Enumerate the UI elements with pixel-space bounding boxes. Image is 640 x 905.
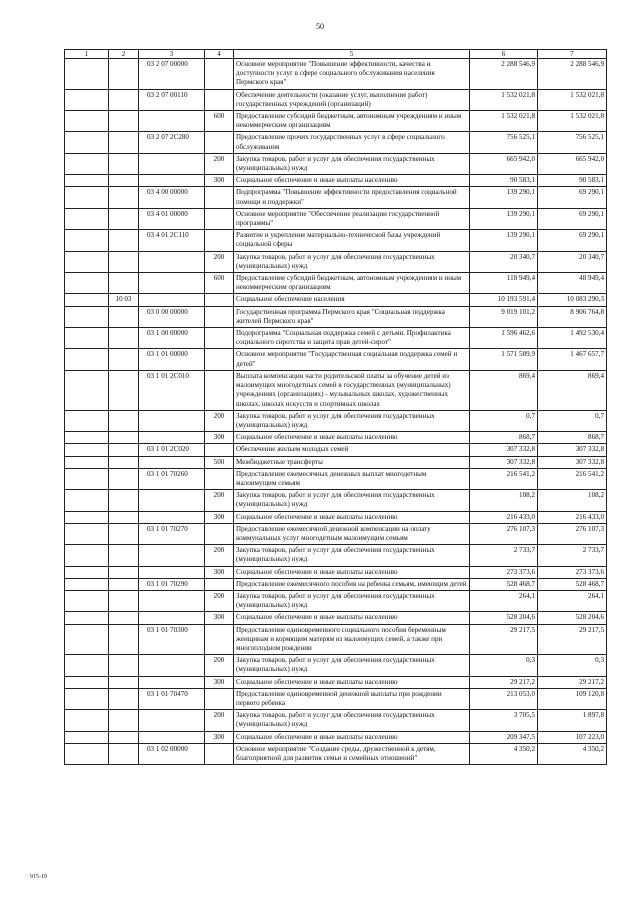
amount-year-2-cell: 216 433,0 (538, 511, 607, 523)
amount-year-1-cell: 1 532 021,8 (470, 89, 538, 110)
section-cell (65, 273, 109, 294)
amount-year-1-cell: 307 332,8 (470, 444, 538, 456)
section-cell (65, 230, 109, 251)
table-row (65, 511, 607, 523)
amount-year-1-cell: 139 290,1 (470, 187, 538, 208)
description-cell: Социальное обеспечение и иные выплаты населению (234, 432, 470, 444)
expense-type-cell: 300 (205, 511, 234, 523)
table-row (65, 578, 607, 590)
description-cell: Социальное обеспечение и иные выплаты населению (234, 175, 470, 187)
amount-year-1-cell: 273 373,6 (470, 566, 538, 578)
expense-type-cell (205, 444, 234, 456)
subsection-cell (109, 349, 139, 370)
expense-type-cell (205, 578, 234, 590)
table-row (65, 490, 607, 511)
subsection-cell (109, 578, 139, 590)
description-cell: Предоставление субсидий бюджетным, автономным учреждениям и иным некоммерческим организациям (234, 273, 470, 294)
amount-year-1-cell: 209 347,5 (470, 731, 538, 743)
column-number-row (65, 50, 607, 59)
expense-type-cell: 300 (205, 175, 234, 187)
table-row (65, 273, 607, 294)
section-cell (65, 468, 109, 489)
description-cell: Основное мероприятие "Создание среды, дружественной к детям, благоприятной для развития семьи и семейных отношений" (234, 743, 470, 764)
table-row (65, 306, 607, 327)
section-cell (65, 578, 109, 590)
subsection-cell (109, 328, 139, 349)
expense-type-cell: 200 (205, 410, 234, 431)
table-row (65, 59, 607, 90)
amount-year-2-cell: 8 906 764,8 (538, 306, 607, 327)
target-article-cell (139, 566, 205, 578)
section-cell (65, 153, 109, 174)
subsection-cell (109, 743, 139, 764)
description-cell: Социальное обеспечение населения (234, 294, 470, 306)
amount-year-1-cell: 1 571 589,9 (470, 349, 538, 370)
target-article-cell (139, 294, 205, 306)
subsection-cell (109, 410, 139, 431)
subsection-cell (109, 444, 139, 456)
description-cell: Развитие и укрепление материально-технической базы учреждений социальной сферы (234, 230, 470, 251)
amount-year-2-cell: 276 107,3 (538, 523, 607, 544)
amount-year-1-cell: 213 053,0 (470, 688, 538, 709)
expense-type-cell: 600 (205, 273, 234, 294)
amount-year-2-cell: 90 583,1 (538, 175, 607, 187)
amount-year-1-cell: 108,2 (470, 490, 538, 511)
description-cell: Социальное обеспечение и иные выплаты населению (234, 511, 470, 523)
description-cell: Обеспечение жильем молодых семей (234, 444, 470, 456)
amount-year-2-cell: 69 290,1 (538, 208, 607, 229)
description-cell: Основное мероприятие "Государственная социальная поддержка семей и детей" (234, 349, 470, 370)
column-number: 6 (470, 50, 538, 59)
target-article-cell (139, 410, 205, 431)
amount-year-2-cell: 528 468,7 (538, 578, 607, 590)
column-number: 3 (139, 50, 205, 59)
section-cell (65, 132, 109, 153)
target-article-cell (139, 590, 205, 611)
expense-type-cell: 300 (205, 676, 234, 688)
amount-year-1-cell: 2 733,7 (470, 545, 538, 566)
budget-table (64, 49, 607, 765)
amount-year-2-cell: 69 290,1 (538, 230, 607, 251)
section-cell (65, 523, 109, 544)
amount-year-2-cell: 264,1 (538, 590, 607, 611)
expense-type-cell: 200 (205, 545, 234, 566)
subsection-cell (109, 132, 139, 153)
table-row (65, 566, 607, 578)
subsection-cell (109, 89, 139, 110)
expense-type-cell (205, 349, 234, 370)
table-row (65, 89, 607, 110)
section-cell (65, 731, 109, 743)
description-cell: Предоставление ежемесячных денежных выплат многодетным малоимущим семьям (234, 468, 470, 489)
expense-type-cell (205, 688, 234, 709)
target-article-cell (139, 490, 205, 511)
description-cell: Предоставление единовременного социального пособия беременным женщинам и кормящим матерям из малоимущих семей, а также при многоплодном рождении (234, 624, 470, 655)
target-article-cell (139, 175, 205, 187)
column-number: 1 (65, 50, 109, 59)
amount-year-2-cell: 69 290,1 (538, 187, 607, 208)
amount-year-1-cell: 4 350,2 (470, 743, 538, 764)
table-row (65, 444, 607, 456)
amount-year-2-cell: 307 332,8 (538, 444, 607, 456)
section-cell (65, 710, 109, 731)
table-row (65, 175, 607, 187)
amount-year-2-cell: 108,2 (538, 490, 607, 511)
subsection-cell (109, 306, 139, 327)
target-article-cell: 03 0 00 00000 (139, 306, 205, 327)
amount-year-2-cell: 665 942,0 (538, 153, 607, 174)
expense-type-cell (205, 187, 234, 208)
amount-year-2-cell: 1 532 021,8 (538, 89, 607, 110)
expense-type-cell: 500 (205, 456, 234, 468)
expense-type-cell (205, 132, 234, 153)
amount-year-2-cell: 307 332,8 (538, 456, 607, 468)
table-row (65, 523, 607, 544)
amount-year-2-cell: 0,7 (538, 410, 607, 431)
table-row (65, 370, 607, 410)
target-article-cell (139, 432, 205, 444)
description-cell: Социальное обеспечение и иные выплаты населению (234, 612, 470, 624)
section-cell (65, 511, 109, 523)
section-cell (65, 251, 109, 272)
subsection-cell (109, 545, 139, 566)
description-cell: Предоставление прочих государственных услуг в сфере социального обслуживания (234, 132, 470, 153)
section-cell (65, 743, 109, 764)
table-row (65, 612, 607, 624)
section-cell (65, 294, 109, 306)
target-article-cell: 03 4 01 00000 (139, 208, 205, 229)
target-article-cell: 03 1 02 00000 (139, 743, 205, 764)
expense-type-cell: 200 (205, 251, 234, 272)
section-cell (65, 370, 109, 410)
subsection-cell (109, 153, 139, 174)
table-row (65, 676, 607, 688)
target-article-cell: 03 1 01 2С010 (139, 370, 205, 410)
column-number: 5 (234, 50, 470, 59)
amount-year-2-cell: 10 083 290,3 (538, 294, 607, 306)
amount-year-1-cell: 528 468,7 (470, 578, 538, 590)
description-cell: Закупка товаров, работ и услуг для обеспечения государственных (муниципальных) нужд (234, 153, 470, 174)
section-cell (65, 490, 109, 511)
table-row (65, 208, 607, 229)
table-row (65, 187, 607, 208)
subsection-cell (109, 612, 139, 624)
target-article-cell (139, 710, 205, 731)
page-number: 50 (316, 22, 324, 31)
target-article-cell: 03 2 07 2С280 (139, 132, 205, 153)
column-number: 2 (109, 50, 139, 59)
section-cell (65, 349, 109, 370)
expense-type-cell (205, 468, 234, 489)
amount-year-1-cell: 307 332,8 (470, 456, 538, 468)
amount-year-2-cell: 216 541,2 (538, 468, 607, 489)
section-cell (65, 545, 109, 566)
table-row (65, 743, 607, 764)
description-cell: Предоставление единовременной денежной выплаты при рождении первого ребенка (234, 688, 470, 709)
target-article-cell (139, 545, 205, 566)
subsection-cell (109, 251, 139, 272)
description-cell: Закупка товаров, работ и услуг для обеспечения государственных (муниципальных) нужд (234, 410, 470, 431)
amount-year-1-cell: 868,7 (470, 432, 538, 444)
amount-year-2-cell: 109 120,8 (538, 688, 607, 709)
amount-year-2-cell: 1 532 021,8 (538, 111, 607, 132)
expense-type-cell: 200 (205, 590, 234, 611)
column-number: 7 (538, 50, 607, 59)
description-cell: Основное мероприятие "Обеспечение реализации государственной программы" (234, 208, 470, 229)
amount-year-1-cell: 276 107,3 (470, 523, 538, 544)
subsection-cell (109, 511, 139, 523)
amount-year-2-cell: 528 204,6 (538, 612, 607, 624)
target-article-cell (139, 655, 205, 676)
table-row (65, 410, 607, 431)
subsection-cell (109, 655, 139, 676)
target-article-cell (139, 731, 205, 743)
target-article-cell: 03 1 01 00000 (139, 349, 205, 370)
subsection-cell (109, 111, 139, 132)
description-cell: Закупка товаров, работ и услуг для обеспечения государственных (муниципальных) нужд (234, 655, 470, 676)
amount-year-1-cell: 264,1 (470, 590, 538, 611)
table-row (65, 294, 607, 306)
description-cell: Предоставление ежемесячной денежной компенсации на оплату коммунальных услуг многодетным малоимущим семьям (234, 523, 470, 544)
section-cell (65, 456, 109, 468)
table-row (65, 688, 607, 709)
amount-year-1-cell: 139 290,1 (470, 230, 538, 251)
section-cell (65, 175, 109, 187)
amount-year-1-cell: 0,7 (470, 410, 538, 431)
expense-type-cell: 300 (205, 612, 234, 624)
target-article-cell: 03 1 00 00000 (139, 328, 205, 349)
target-article-cell (139, 273, 205, 294)
expense-type-cell: 300 (205, 432, 234, 444)
description-cell: Закупка товаров, работ и услуг для обеспечения государственных (муниципальных) нужд (234, 251, 470, 272)
subsection-cell (109, 523, 139, 544)
table-row (65, 432, 607, 444)
expense-type-cell: 300 (205, 566, 234, 578)
amount-year-1-cell: 9 019 101,2 (470, 306, 538, 327)
description-cell: Закупка товаров, работ и услуг для обеспечения государственных (муниципальных) нужд (234, 590, 470, 611)
description-cell: Государственная программа Пермского края "Социальная поддержка жителей Пермского края" (234, 306, 470, 327)
target-article-cell (139, 612, 205, 624)
description-cell: Закупка товаров, работ и услуг для обеспечения государственных (муниципальных) нужд (234, 545, 470, 566)
amount-year-1-cell: 528 204,6 (470, 612, 538, 624)
table-row (65, 111, 607, 132)
section-cell (65, 306, 109, 327)
target-article-cell: 03 1 01 70290 (139, 578, 205, 590)
table-row (65, 230, 607, 251)
table-row (65, 251, 607, 272)
amount-year-2-cell: 0,3 (538, 655, 607, 676)
table-row (65, 710, 607, 731)
subsection-cell (109, 566, 139, 578)
table-row (65, 731, 607, 743)
amount-year-1-cell: 1 596 462,6 (470, 328, 538, 349)
amount-year-1-cell: 29 217,5 (470, 624, 538, 655)
amount-year-1-cell: 0,3 (470, 655, 538, 676)
subsection-cell (109, 432, 139, 444)
subsection-cell (109, 273, 139, 294)
section-cell (65, 676, 109, 688)
amount-year-1-cell: 1 532 021,8 (470, 111, 538, 132)
amount-year-1-cell: 29 217,2 (470, 676, 538, 688)
footer-code: 915-19 (30, 874, 47, 880)
table-row (65, 328, 607, 349)
expense-type-cell: 200 (205, 490, 234, 511)
expense-type-cell (205, 328, 234, 349)
target-article-cell: 03 1 01 70270 (139, 523, 205, 544)
amount-year-1-cell: 3 705,5 (470, 710, 538, 731)
table-row (65, 468, 607, 489)
subsection-cell (109, 370, 139, 410)
expense-type-cell: 200 (205, 153, 234, 174)
amount-year-1-cell: 869,4 (470, 370, 538, 410)
section-cell (65, 655, 109, 676)
amount-year-1-cell: 216 433,0 (470, 511, 538, 523)
expense-type-cell (205, 89, 234, 110)
target-article-cell (139, 111, 205, 132)
subsection-cell (109, 624, 139, 655)
expense-type-cell: 300 (205, 731, 234, 743)
section-cell (65, 590, 109, 611)
amount-year-2-cell: 273 373,6 (538, 566, 607, 578)
target-article-cell: 03 1 01 70260 (139, 468, 205, 489)
description-cell: Межбюджетные трансферты (234, 456, 470, 468)
target-article-cell: 03 4 01 2С110 (139, 230, 205, 251)
expense-type-cell: 200 (205, 710, 234, 731)
description-cell: Основное мероприятие "Повышение эффективности, качества и доступности услуг в сфере социального обслуживания населения Пермского края" (234, 59, 470, 90)
description-cell: Подпрограмма "Социальная поддержка семей с детьми. Профилактика социального сиротства и защита прав детей-сирот" (234, 328, 470, 349)
amount-year-1-cell: 756 525,1 (470, 132, 538, 153)
expense-type-cell (205, 306, 234, 327)
amount-year-2-cell: 1 492 530,4 (538, 328, 607, 349)
subsection-cell (109, 490, 139, 511)
table-row (65, 132, 607, 153)
description-cell: Закупка товаров, работ и услуг для обеспечения государственных (муниципальных) нужд (234, 710, 470, 731)
expense-type-cell: 200 (205, 655, 234, 676)
target-article-cell: 03 1 01 70470 (139, 688, 205, 709)
section-cell (65, 566, 109, 578)
table-row (65, 456, 607, 468)
expense-type-cell (205, 230, 234, 251)
description-cell: Социальное обеспечение и иные выплаты населению (234, 731, 470, 743)
amount-year-2-cell: 29 217,2 (538, 676, 607, 688)
amount-year-2-cell: 4 350,2 (538, 743, 607, 764)
subsection-cell (109, 590, 139, 611)
description-cell: Обеспечение деятельности (оказание услуг, выполнение работ) государственных учреждений (организаций) (234, 89, 470, 110)
amount-year-1-cell: 665 942,0 (470, 153, 538, 174)
amount-year-1-cell: 2 288 546,9 (470, 59, 538, 90)
expense-type-cell (205, 743, 234, 764)
description-cell: Закупка товаров, работ и услуг для обеспечения государственных (муниципальных) нужд (234, 490, 470, 511)
target-article-cell: 03 1 01 2С020 (139, 444, 205, 456)
amount-year-2-cell: 2 733,7 (538, 545, 607, 566)
section-cell (65, 59, 109, 90)
description-cell: Предоставление субсидий бюджетным, автономным учреждениям и иным некоммерческим организациям (234, 111, 470, 132)
subsection-cell (109, 59, 139, 90)
description-cell: Социальное обеспечение и иные выплаты населению (234, 676, 470, 688)
table-row (65, 349, 607, 370)
amount-year-1-cell: 139 290,1 (470, 208, 538, 229)
target-article-cell (139, 511, 205, 523)
section-cell (65, 688, 109, 709)
expense-type-cell (205, 624, 234, 655)
expense-type-cell (205, 370, 234, 410)
description-cell: Предоставление ежемесячного пособия на ребенка семьям, имеющим детей (234, 578, 470, 590)
section-cell (65, 111, 109, 132)
section-cell (65, 410, 109, 431)
amount-year-2-cell: 48 949,4 (538, 273, 607, 294)
expense-type-cell (205, 294, 234, 306)
table-row (65, 655, 607, 676)
amount-year-2-cell: 756 525,1 (538, 132, 607, 153)
section-cell (65, 444, 109, 456)
expense-type-cell (205, 59, 234, 90)
subsection-cell (109, 208, 139, 229)
section-cell (65, 432, 109, 444)
section-cell (65, 208, 109, 229)
section-cell (65, 612, 109, 624)
amount-year-1-cell: 10 193 591,4 (470, 294, 538, 306)
expense-type-cell (205, 523, 234, 544)
subsection-cell: 10 03 (109, 294, 139, 306)
section-cell (65, 328, 109, 349)
amount-year-1-cell: 216 541,2 (470, 468, 538, 489)
subsection-cell (109, 456, 139, 468)
expense-type-cell (205, 208, 234, 229)
table-row (65, 624, 607, 655)
subsection-cell (109, 468, 139, 489)
subsection-cell (109, 710, 139, 731)
target-article-cell: 03 1 01 70300 (139, 624, 205, 655)
amount-year-2-cell: 20 340,7 (538, 251, 607, 272)
subsection-cell (109, 187, 139, 208)
expense-type-cell: 600 (205, 111, 234, 132)
amount-year-1-cell: 90 583,1 (470, 175, 538, 187)
target-article-cell (139, 456, 205, 468)
subsection-cell (109, 175, 139, 187)
section-cell (65, 187, 109, 208)
table-row (65, 153, 607, 174)
column-number: 4 (205, 50, 234, 59)
amount-year-2-cell: 2 288 546,9 (538, 59, 607, 90)
subsection-cell (109, 676, 139, 688)
amount-year-2-cell: 869,4 (538, 370, 607, 410)
amount-year-1-cell: 20 340,7 (470, 251, 538, 272)
section-cell (65, 89, 109, 110)
target-article-cell (139, 251, 205, 272)
target-article-cell: 03 4 00 00000 (139, 187, 205, 208)
description-cell: Подпрограмма "Повышение эффективности предоставления социальной помощи и поддержки" (234, 187, 470, 208)
subsection-cell (109, 688, 139, 709)
table-row (65, 545, 607, 566)
amount-year-2-cell: 107 223,0 (538, 731, 607, 743)
amount-year-2-cell: 868,7 (538, 432, 607, 444)
description-cell: Социальное обеспечение и иные выплаты населению (234, 566, 470, 578)
amount-year-2-cell: 1 897,8 (538, 710, 607, 731)
target-article-cell (139, 153, 205, 174)
table-row (65, 590, 607, 611)
amount-year-2-cell: 29 217,5 (538, 624, 607, 655)
target-article-cell: 03 2 07 00000 (139, 59, 205, 90)
target-article-cell: 03 2 07 00110 (139, 89, 205, 110)
section-cell (65, 624, 109, 655)
description-cell: Выплата компенсации части родительской платы за обучение детей из малоимущих многодетных семей в государственных (муниципальных) учреждениях (организациях) - музыкальных школах, художественных школах, школах искусств и спортивных школах (234, 370, 470, 410)
subsection-cell (109, 230, 139, 251)
subsection-cell (109, 731, 139, 743)
amount-year-1-cell: 118 949,4 (470, 273, 538, 294)
target-article-cell (139, 676, 205, 688)
amount-year-2-cell: 1 467 657,7 (538, 349, 607, 370)
